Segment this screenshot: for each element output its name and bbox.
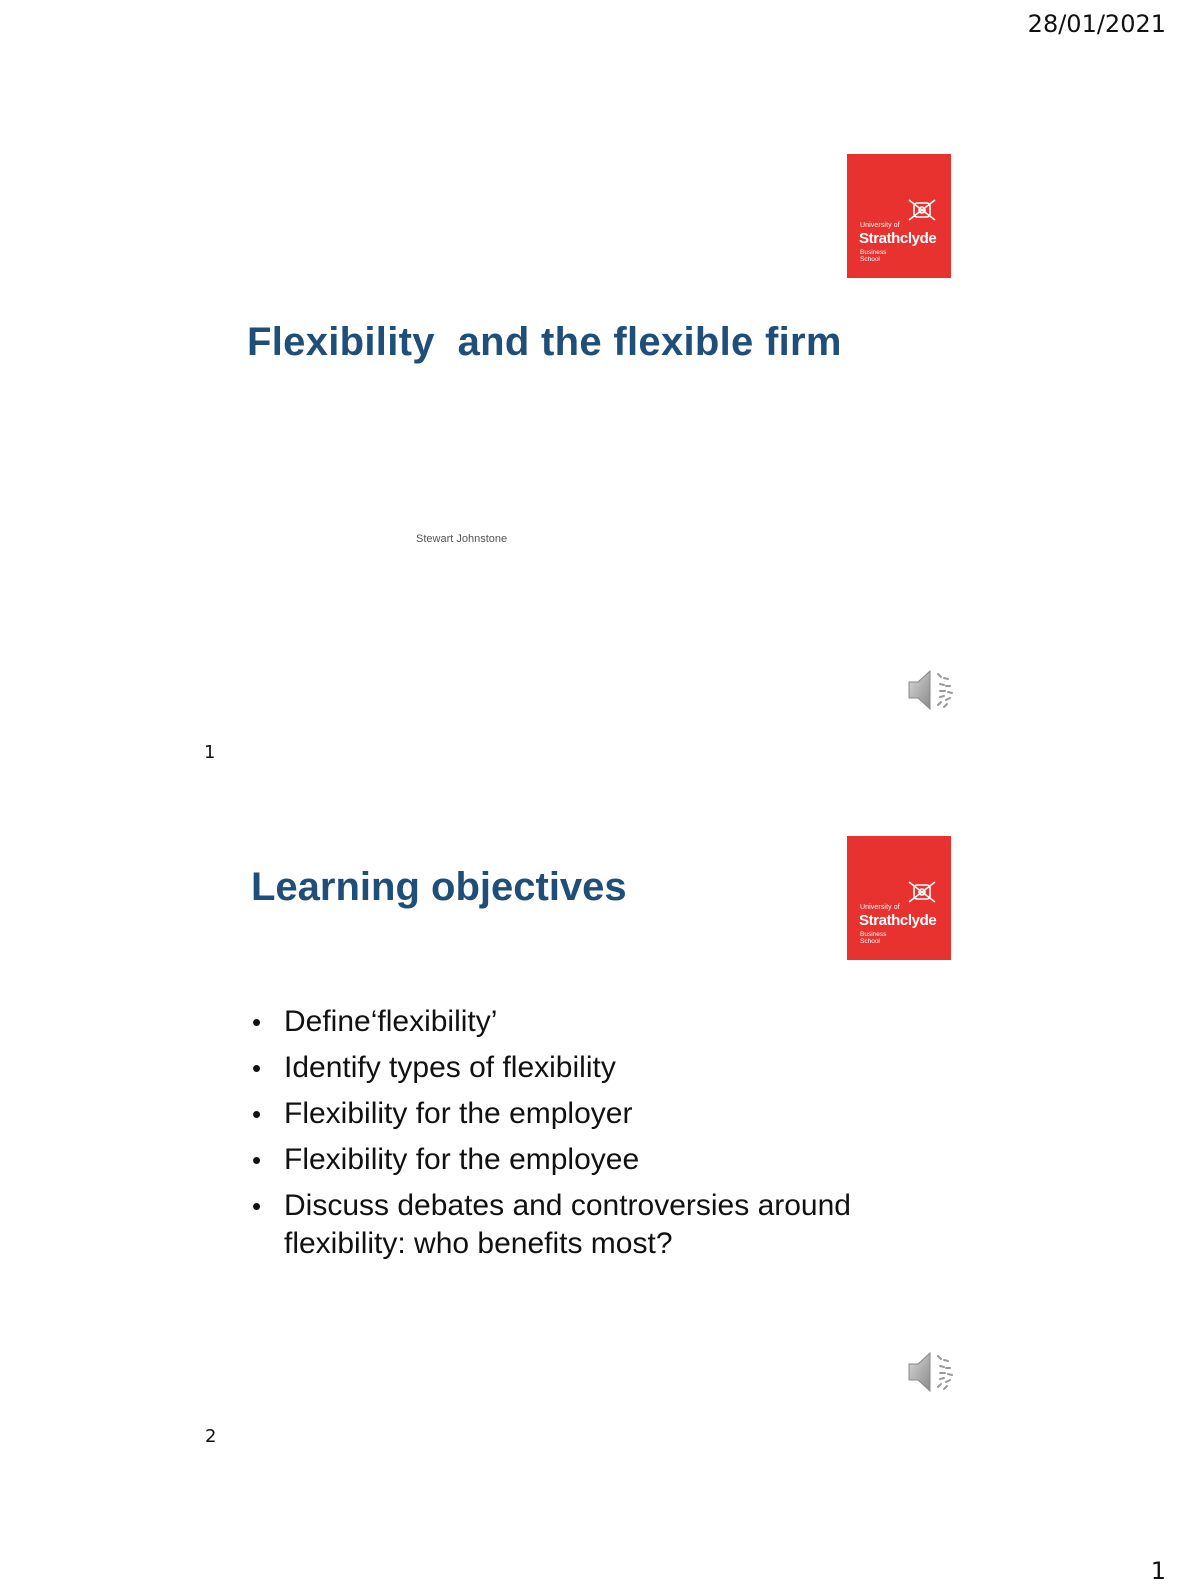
bullet-text: Flexibility for the employee [284,1143,640,1176]
slide-1-author: Stewart Johnstone [416,533,508,545]
page-number: 1 [1150,1557,1166,1585]
logo-strathclyde: Strathclyde [859,912,937,929]
crest-icon [905,196,939,224]
bullet-icon: • [252,1053,262,1083]
page-date: 28/01/2021 [1027,10,1166,38]
list-item [252,1095,932,1133]
strathclyde-logo [847,154,951,278]
bullet-icon: • [252,1191,262,1221]
logo-school: School [860,256,880,263]
bullet-text: Identify types of flexibility [284,1051,616,1084]
logo-university-of: University of [860,222,900,229]
crest-icon [905,878,939,906]
list-item [252,1003,932,1041]
bullet-icon: • [252,1099,262,1129]
slide-2-number: 2 [205,1426,217,1447]
bullet-text: Discuss debates and controversies around flexibility: who benefits most? [284,1189,851,1260]
slide-1-number: 1 [204,742,216,763]
list-item [252,1141,932,1179]
list-item [252,1187,932,1263]
slide-2-title: Learning objectives [251,865,627,909]
logo-university-of: University of [860,904,900,911]
bullet-icon: • [252,1007,262,1037]
slide-1-title: Flexibility and the flexible firm [247,320,842,364]
learning-objectives-list [252,1003,932,1271]
logo-strathclyde: Strathclyde [859,230,937,247]
bullet-text: Define‘flexibility’ [284,1005,498,1038]
bullet-text: Flexibility for the employer [284,1097,633,1130]
bullet-icon: • [252,1145,262,1175]
list-item [252,1049,932,1087]
strathclyde-logo [847,836,951,960]
speaker-icon[interactable] [906,664,962,716]
logo-business: Business [860,931,887,938]
speaker-icon[interactable] [906,1346,962,1398]
logo-school: School [860,938,880,945]
logo-business: Business [860,249,887,256]
